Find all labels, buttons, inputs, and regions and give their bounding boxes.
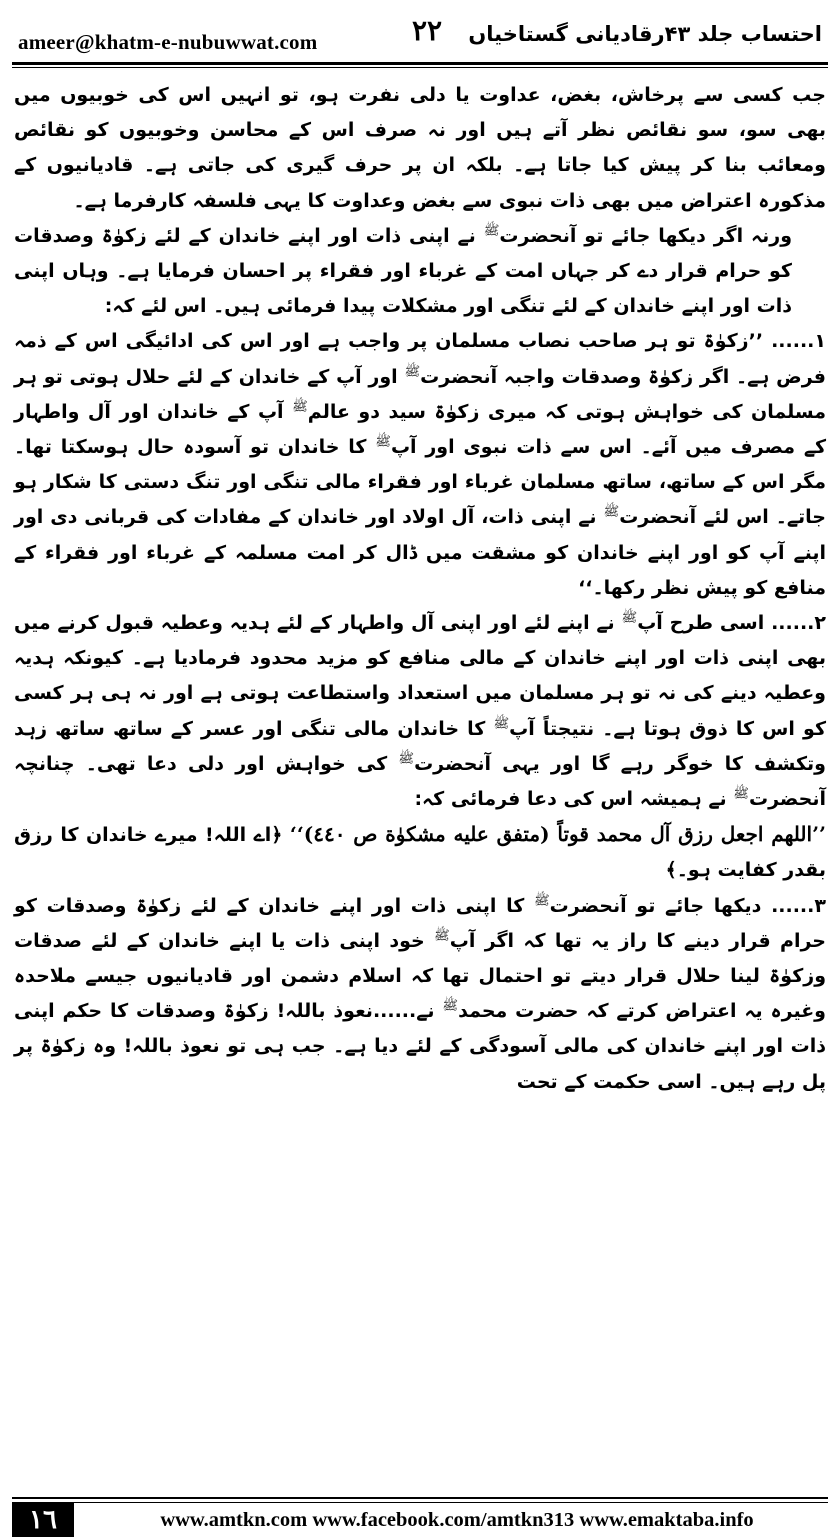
salutation-symbol: ﷺ [533, 893, 550, 909]
item-3-part-a: دیکھا جائے تو آنحضرت [549, 894, 762, 917]
footer-links: www.amtkn.com www.facebook.com/amtkn313 www.emaktaba.info [160, 1509, 754, 1531]
list-item-2-number: ۲...... [771, 612, 826, 635]
item-2-part-a: اسی طرح آپ [637, 612, 765, 635]
paragraph-2 [14, 219, 826, 325]
salutation-symbol: ﷺ [404, 364, 421, 380]
salutation-symbol: ﷺ [398, 751, 415, 767]
quote-urdu: ﴿اے اللہ! میرے خاندان کا رزق بقدر کفایت ہو۔﴾ [14, 824, 826, 882]
body-text [14, 78, 826, 1498]
dua-quote [14, 817, 826, 888]
item-2-part-c: کا خاندان مالی تنگی اور عسر کے ساتھ ساتھ زہد وتکشف کا خوگر رہے گا اور یہی آنحضرت [14, 717, 826, 775]
salutation-symbol: ﷺ [621, 610, 638, 626]
footer-page-box: ۱٦ [12, 1503, 74, 1537]
item-1-part-d: کا خاندان تو آسودہ حال ہوسکتا تھا۔ مگر اس کے ساتھ، ساتھ مسلمان غرباء اور فقراء مالی تنگی اور تنگ دستی کا شکار ہو جاتے۔ اس لئے آنحضرت [14, 436, 826, 529]
salutation-symbol: ﷺ [483, 223, 500, 239]
list-item-2 [14, 606, 826, 817]
item-1-part-c: آپ کے خاندان اور آل واطہار کے مصرف میں آئے۔ اس سے ذات نبوی اور آپ [14, 400, 826, 459]
item-3-part-b: کا اپنی ذات اور اپنے خاندان کے لئے زکوٰۃ وصدقات کو حرام قرار دینے کا راز یہ تھا کہ اگر آپ [14, 894, 826, 952]
list-item-3-number: ۳...... [771, 894, 826, 917]
salutation-symbol: ﷺ [442, 998, 459, 1014]
paragraph-1: جب کسی سے پرخاش، بغض، عداوت یا دلی نفرت ہو، تو انہیں اس کی خوبیوں میں بھی سو، سو نقائص نظر آتے ہیں اور نہ صرف اس کے محاسن وخوبیوں کو نقائص ومعائب بنا کر پیش کیا جاتا ہے۔ بلکہ ان پر حرف گیری کی جاتی ہے۔ قادیانیوں کے مذکورہ اعتراض میں بھی ذات نبوی سے بغض وعداوت کا یہی فلسفہ کارفرما ہے۔ [14, 84, 826, 212]
paragraph-2-part-b: نے اپنی ذات اور اپنے خاندان کے لئے زکوٰۃ وصدقات کو حرام قرار دے کر جہاں امت کے غرباء اور فقراء پر احسان فرمایا ہے۔ وہاں اپنی ذات اور اپنے خاندان کے لئے تنگی اور مشکلات پیدا فرمائی ہیں۔ اس لئے کہ: [14, 224, 792, 318]
salutation-symbol: ﷺ [434, 928, 450, 944]
footer-rule [12, 1497, 828, 1499]
list-item-1-number: ۱...... [771, 330, 826, 353]
salutation-symbol: ﷺ [733, 786, 750, 802]
item-3-part-c: خود اپنی ذات یا اپنے خاندان کے لئے صدقات وزکوٰۃ لینا حلال قرار دیتے تو احتمال تھا کہ اسلام دشمن اور قادیانیوں جیسے ملاحدہ وغیرہ یہ اعتراض کرتے کہ حضرت محمد [14, 929, 826, 1023]
header-rule [12, 62, 828, 65]
footer-rule-thin [12, 1502, 828, 1503]
header-rule-thin [12, 67, 828, 68]
item-1-part-b: اور آپ کے خاندان کے لئے حلال ہوتی تو ہر مسلمان کی خواہش ہوتی کہ میری زکوٰۃ سید دو عالم [14, 365, 826, 423]
salutation-symbol: ﷺ [292, 399, 308, 415]
item-1-part-e: نے اپنی ذات، آل اولاد اور خاندان کے مفادات کی قربانی دی اور اپنے آپ کو اور اپنے خاندان کو مشقت میں ڈال کر امت مسلمہ کے غرباء اور فقراء کے منافع کو پیش نظر رکھا۔‘‘ [14, 506, 826, 599]
item-2-part-b: نے اپنے لئے اور اپنی آل واطہار کے لئے ہدیہ وعطیہ قبول کرنے میں بھی اپنی ذات اور اپنے خاندان کے مالی منافع کو مزید محدود فرمادیا ہے۔ کیونکہ ہدیہ وعطیہ دینے کی نہ تو ہر مسلمان میں استعداد واستطاعت ہوتی ہے اور نہ ہی ہر کسی کو اس کا ذوق ہوتا ہے۔ نتیجتاً آپ [14, 612, 826, 740]
header-email: ameer@khatm-e-nubuwwat.com [18, 30, 318, 54]
header-series-title: احتساب جلد ۴۳رقادیانی گستاخیاں [468, 22, 822, 46]
item-1-part-a: ’’زکوٰۃ تو ہر صاحب نصاب مسلمان پر واجب ہے اور اس کی ادائیگی اس کے ذمہ فرض ہے۔ اگر زکوٰۃ وصدقات واجبہ آنحضرت [14, 330, 826, 388]
salutation-symbol: ﷺ [493, 716, 510, 732]
item-3-part-d: نے......نعوذ باللہ! زکوٰۃ وصدقات کا حکم اپنی ذات اور اپنے خاندان کی مالی آسودگی کے لئے دیا ہے۔ جب ہی تو نعوذ باللہ! وہ زکوٰۃ پر پل رہے ہیں۔ اسی حکمت کے تحت [14, 1000, 826, 1093]
salutation-symbol: ﷺ [375, 434, 391, 450]
quote-arabic: ’’اللهم اجعل رزق آل محمد قوتاً (متفق علیه مشکوٰة ص ٤٤٠)‘‘ [289, 822, 826, 847]
page-header [12, 8, 828, 60]
page-footer [12, 1497, 828, 1537]
list-item-1 [14, 324, 826, 606]
paragraph-2-part-a: ورنہ اگر دیکھا جائے تو آنحضرت [499, 224, 793, 247]
list-item-3 [14, 889, 826, 1100]
item-2-part-d: کی خواہش اور دلی دعا تھی۔ چنانچہ آنحضرت [14, 752, 826, 811]
item-2-part-e: نے ہمیشہ اس کی دعا فرمائی کہ: [414, 788, 727, 811]
salutation-symbol: ﷺ [603, 505, 620, 521]
header-page-number: ۲۲ [412, 14, 443, 47]
